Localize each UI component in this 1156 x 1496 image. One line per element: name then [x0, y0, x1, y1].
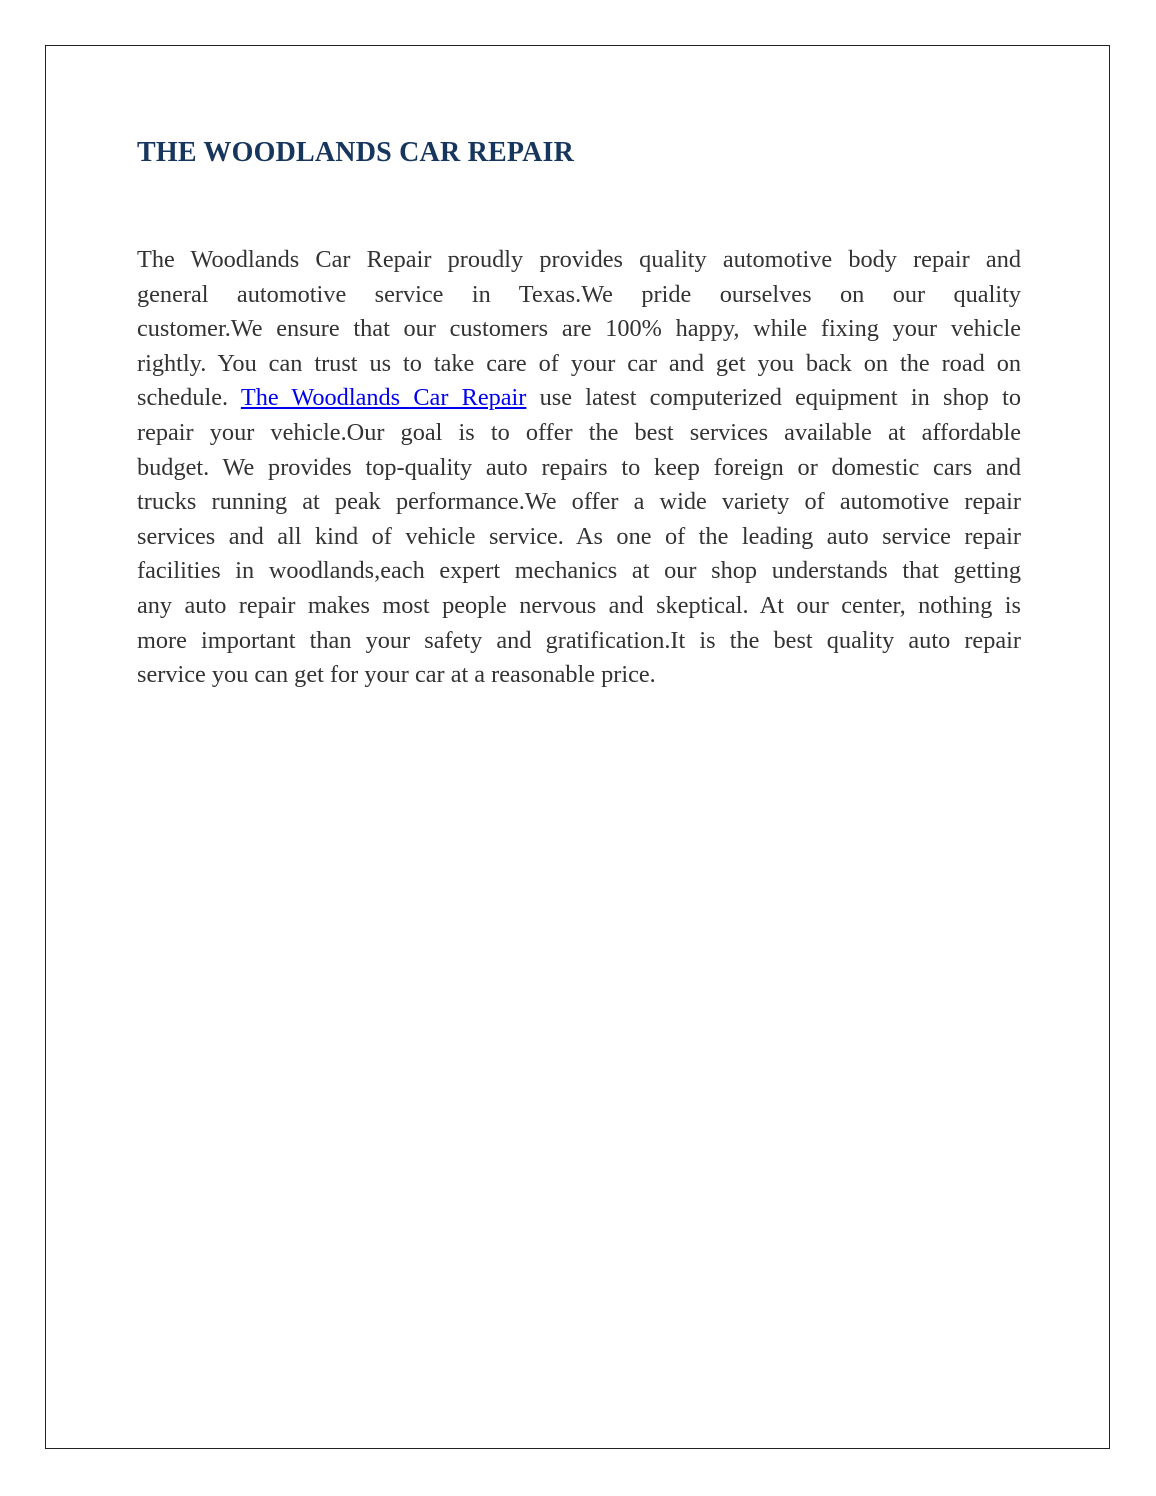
paragraph-line: services and all kind of vehicle service. As one of the leading auto service repair — [137, 522, 1021, 550]
woodlands-car-repair-link[interactable]: The Woodlands Car Repair — [240, 384, 527, 412]
paragraph-line: customer.We ensure that our customers are 100% happy, while fixing your vehicle — [137, 315, 1021, 343]
paragraph-line: rightly. You can trust us to take care of your car and get you back on the road on — [137, 349, 1021, 377]
paragraph-line: service you can get for your car at a reasonable price. — [137, 661, 656, 689]
line-text: use latest computerized equipment in shop to — [526, 384, 1021, 412]
paragraph-line: any auto repair makes most people nervous and skeptical. At our center, nothing is — [137, 591, 1021, 619]
paragraph-line — [137, 381, 1021, 416]
line-text: schedule. — [137, 384, 241, 412]
paragraph-line: facilities in woodlands,each expert mechanics at our shop understands that getting — [137, 557, 1021, 585]
paragraph-line: trucks running at peak performance.We offer a wide variety of automotive repair — [137, 488, 1021, 516]
paragraph-line: The Woodlands Car Repair proudly provides quality automotive body repair and — [137, 246, 1021, 273]
paragraph-line: repair your vehicle.Our goal is to offer the best services available at affordable — [137, 418, 1021, 446]
page-title: THE WOODLANDS CAR REPAIR — [137, 137, 575, 168]
paragraph-line: budget. We provides top-quality auto repairs to keep foreign or domestic cars and — [137, 453, 1021, 481]
paragraph-line: general automotive service in Texas.We pride ourselves on our quality — [137, 280, 1021, 308]
paragraph-line: more important than your safety and gratification.It is the best quality auto repair — [137, 626, 1021, 654]
body-paragraph — [137, 243, 1021, 693]
